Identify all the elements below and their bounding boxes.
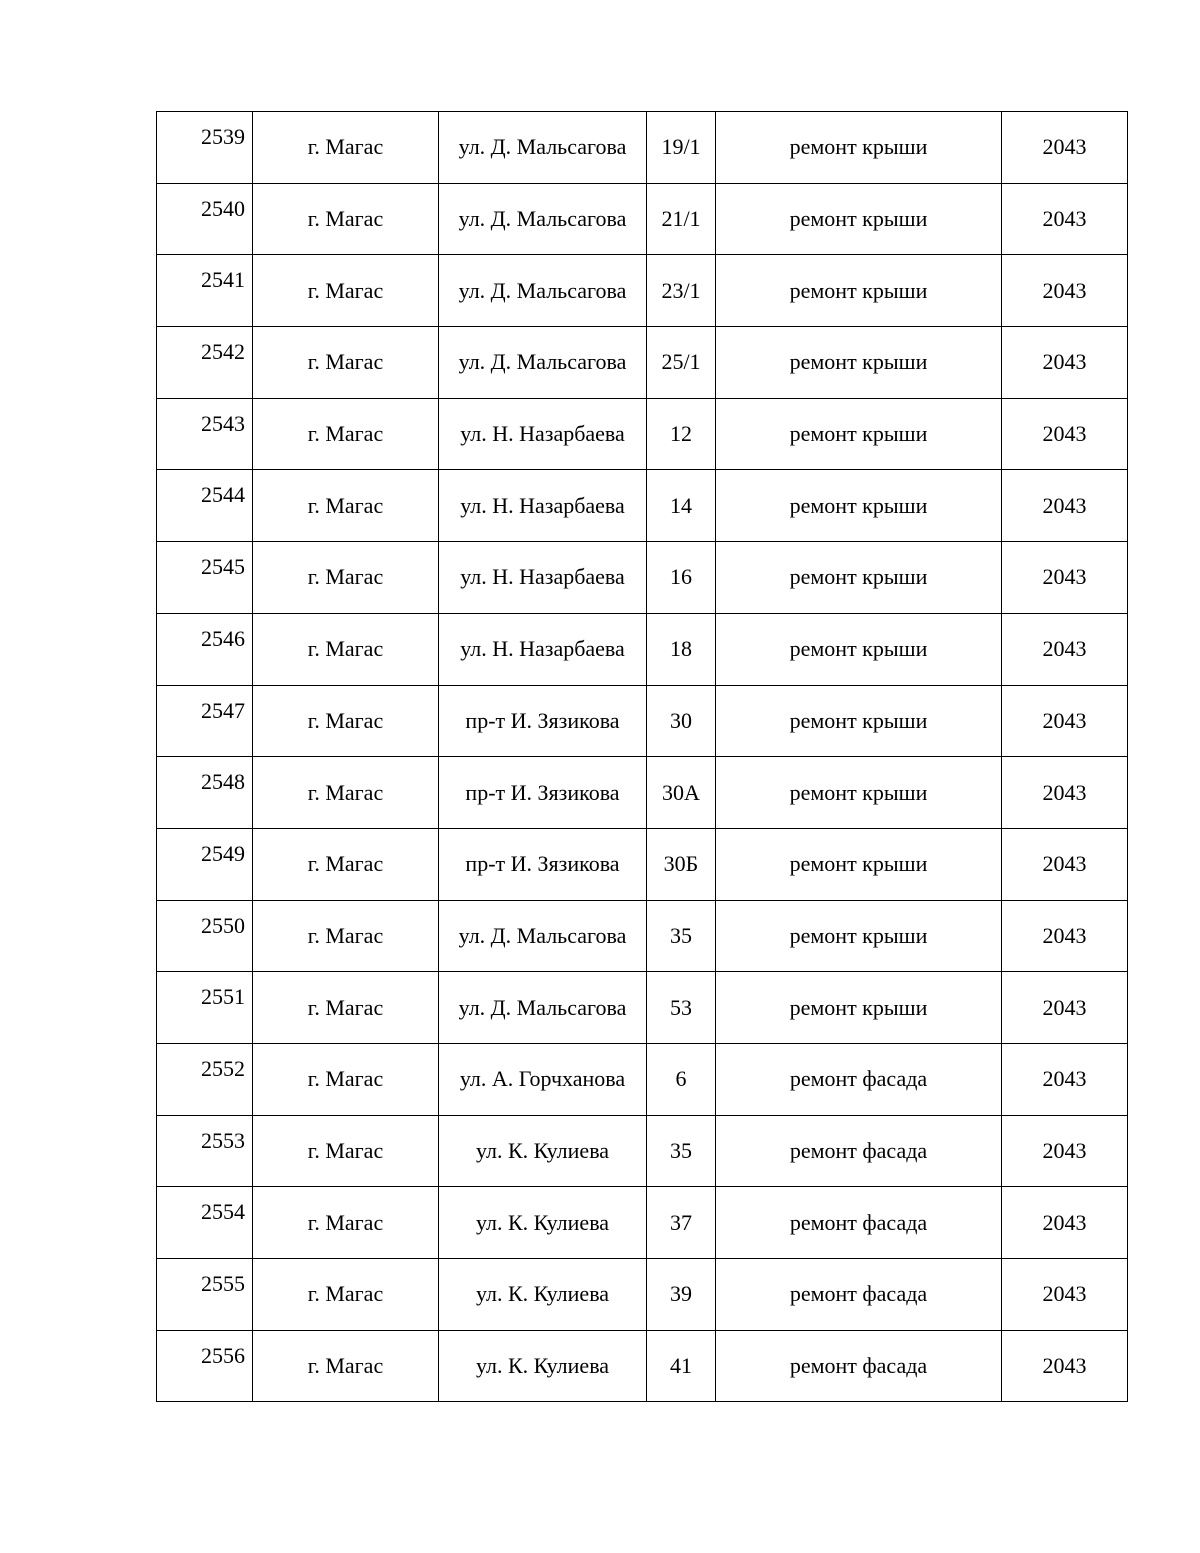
street-cell: ул. К. Кулиева (439, 1259, 647, 1331)
street-cell: ул. Д. Мальсагова (439, 255, 647, 327)
row-number-cell: 2547 (157, 685, 253, 757)
year-cell: 2043 (1002, 972, 1128, 1044)
year-cell: 2043 (1002, 470, 1128, 542)
city-cell: г. Магас (253, 255, 439, 327)
table-body (157, 112, 1128, 1402)
house-number-cell: 30 (647, 685, 716, 757)
city-cell: г. Магас (253, 1043, 439, 1115)
year-cell: 2043 (1002, 255, 1128, 327)
house-number-cell: 19/1 (647, 112, 716, 184)
street-cell: ул. А. Горчханова (439, 1043, 647, 1115)
table-row (157, 1115, 1128, 1187)
row-number-cell: 2543 (157, 398, 253, 470)
work-type-cell: ремонт крыши (716, 900, 1002, 972)
work-type-cell: ремонт крыши (716, 685, 1002, 757)
year-cell: 2043 (1002, 112, 1128, 184)
year-cell: 2043 (1002, 183, 1128, 255)
street-cell: ул. Д. Мальсагова (439, 327, 647, 399)
house-number-cell: 23/1 (647, 255, 716, 327)
table-row (157, 757, 1128, 829)
house-number-cell: 16 (647, 542, 716, 614)
street-cell: ул. Н. Назарбаева (439, 470, 647, 542)
row-number-cell: 2545 (157, 542, 253, 614)
city-cell: г. Магас (253, 900, 439, 972)
street-cell: пр-т И. Зязикова (439, 828, 647, 900)
work-type-cell: ремонт крыши (716, 972, 1002, 1044)
work-type-cell: ремонт крыши (716, 470, 1002, 542)
city-cell: г. Магас (253, 1330, 439, 1402)
house-number-cell: 6 (647, 1043, 716, 1115)
city-cell: г. Магас (253, 112, 439, 184)
street-cell: ул. Д. Мальсагова (439, 183, 647, 255)
table-row (157, 828, 1128, 900)
house-number-cell: 35 (647, 900, 716, 972)
table-row (157, 112, 1128, 184)
city-cell: г. Магас (253, 685, 439, 757)
work-type-cell: ремонт крыши (716, 542, 1002, 614)
city-cell: г. Магас (253, 183, 439, 255)
house-number-cell: 30А (647, 757, 716, 829)
work-type-cell: ремонт крыши (716, 112, 1002, 184)
year-cell: 2043 (1002, 757, 1128, 829)
work-type-cell: ремонт крыши (716, 828, 1002, 900)
house-number-cell: 25/1 (647, 327, 716, 399)
street-cell: ул. Д. Мальсагова (439, 112, 647, 184)
work-type-cell: ремонт фасада (716, 1259, 1002, 1331)
row-number-cell: 2549 (157, 828, 253, 900)
street-cell: ул. Д. Мальсагова (439, 972, 647, 1044)
street-cell: ул. Н. Назарбаева (439, 398, 647, 470)
street-cell: ул. К. Кулиева (439, 1330, 647, 1402)
row-number-cell: 2552 (157, 1043, 253, 1115)
city-cell: г. Магас (253, 613, 439, 685)
house-number-cell: 14 (647, 470, 716, 542)
year-cell: 2043 (1002, 685, 1128, 757)
city-cell: г. Магас (253, 327, 439, 399)
year-cell: 2043 (1002, 613, 1128, 685)
house-number-cell: 35 (647, 1115, 716, 1187)
table-row (157, 183, 1128, 255)
house-number-cell: 39 (647, 1259, 716, 1331)
table-row (157, 1187, 1128, 1259)
city-cell: г. Магас (253, 398, 439, 470)
street-cell: ул. Н. Назарбаева (439, 613, 647, 685)
work-type-cell: ремонт крыши (716, 398, 1002, 470)
table-row (157, 1330, 1128, 1402)
house-number-cell: 30Б (647, 828, 716, 900)
street-cell: ул. К. Кулиева (439, 1115, 647, 1187)
city-cell: г. Магас (253, 470, 439, 542)
street-cell: ул. Д. Мальсагова (439, 900, 647, 972)
city-cell: г. Магас (253, 1187, 439, 1259)
house-number-cell: 21/1 (647, 183, 716, 255)
street-cell: ул. Н. Назарбаева (439, 542, 647, 614)
table-row (157, 613, 1128, 685)
year-cell: 2043 (1002, 900, 1128, 972)
table-row (157, 470, 1128, 542)
row-number-cell: 2555 (157, 1259, 253, 1331)
house-number-cell: 12 (647, 398, 716, 470)
work-type-cell: ремонт фасада (716, 1330, 1002, 1402)
street-cell: пр-т И. Зязикова (439, 685, 647, 757)
table-row (157, 685, 1128, 757)
city-cell: г. Магас (253, 1259, 439, 1331)
work-type-cell: ремонт крыши (716, 183, 1002, 255)
house-number-cell: 53 (647, 972, 716, 1044)
year-cell: 2043 (1002, 398, 1128, 470)
city-cell: г. Магас (253, 1115, 439, 1187)
work-type-cell: ремонт крыши (716, 613, 1002, 685)
row-number-cell: 2540 (157, 183, 253, 255)
table-row (157, 1043, 1128, 1115)
house-number-cell: 41 (647, 1330, 716, 1402)
repair-schedule-table (156, 111, 1128, 1402)
work-type-cell: ремонт фасада (716, 1187, 1002, 1259)
year-cell: 2043 (1002, 1259, 1128, 1331)
street-cell: ул. К. Кулиева (439, 1187, 647, 1259)
year-cell: 2043 (1002, 1115, 1128, 1187)
year-cell: 2043 (1002, 1330, 1128, 1402)
table-row (157, 900, 1128, 972)
row-number-cell: 2546 (157, 613, 253, 685)
work-type-cell: ремонт крыши (716, 255, 1002, 327)
city-cell: г. Магас (253, 972, 439, 1044)
table-row (157, 972, 1128, 1044)
work-type-cell: ремонт фасада (716, 1115, 1002, 1187)
table-row (157, 542, 1128, 614)
row-number-cell: 2542 (157, 327, 253, 399)
house-number-cell: 37 (647, 1187, 716, 1259)
work-type-cell: ремонт крыши (716, 327, 1002, 399)
row-number-cell: 2551 (157, 972, 253, 1044)
table-row (157, 398, 1128, 470)
street-cell: пр-т И. Зязикова (439, 757, 647, 829)
row-number-cell: 2539 (157, 112, 253, 184)
year-cell: 2043 (1002, 1043, 1128, 1115)
row-number-cell: 2553 (157, 1115, 253, 1187)
row-number-cell: 2554 (157, 1187, 253, 1259)
city-cell: г. Магас (253, 542, 439, 614)
house-number-cell: 18 (647, 613, 716, 685)
work-type-cell: ремонт крыши (716, 757, 1002, 829)
year-cell: 2043 (1002, 828, 1128, 900)
row-number-cell: 2550 (157, 900, 253, 972)
year-cell: 2043 (1002, 327, 1128, 399)
table-row (157, 255, 1128, 327)
row-number-cell: 2556 (157, 1330, 253, 1402)
year-cell: 2043 (1002, 542, 1128, 614)
year-cell: 2043 (1002, 1187, 1128, 1259)
city-cell: г. Магас (253, 757, 439, 829)
city-cell: г. Магас (253, 828, 439, 900)
table-row (157, 327, 1128, 399)
row-number-cell: 2548 (157, 757, 253, 829)
table-row (157, 1259, 1128, 1331)
row-number-cell: 2541 (157, 255, 253, 327)
row-number-cell: 2544 (157, 470, 253, 542)
work-type-cell: ремонт фасада (716, 1043, 1002, 1115)
